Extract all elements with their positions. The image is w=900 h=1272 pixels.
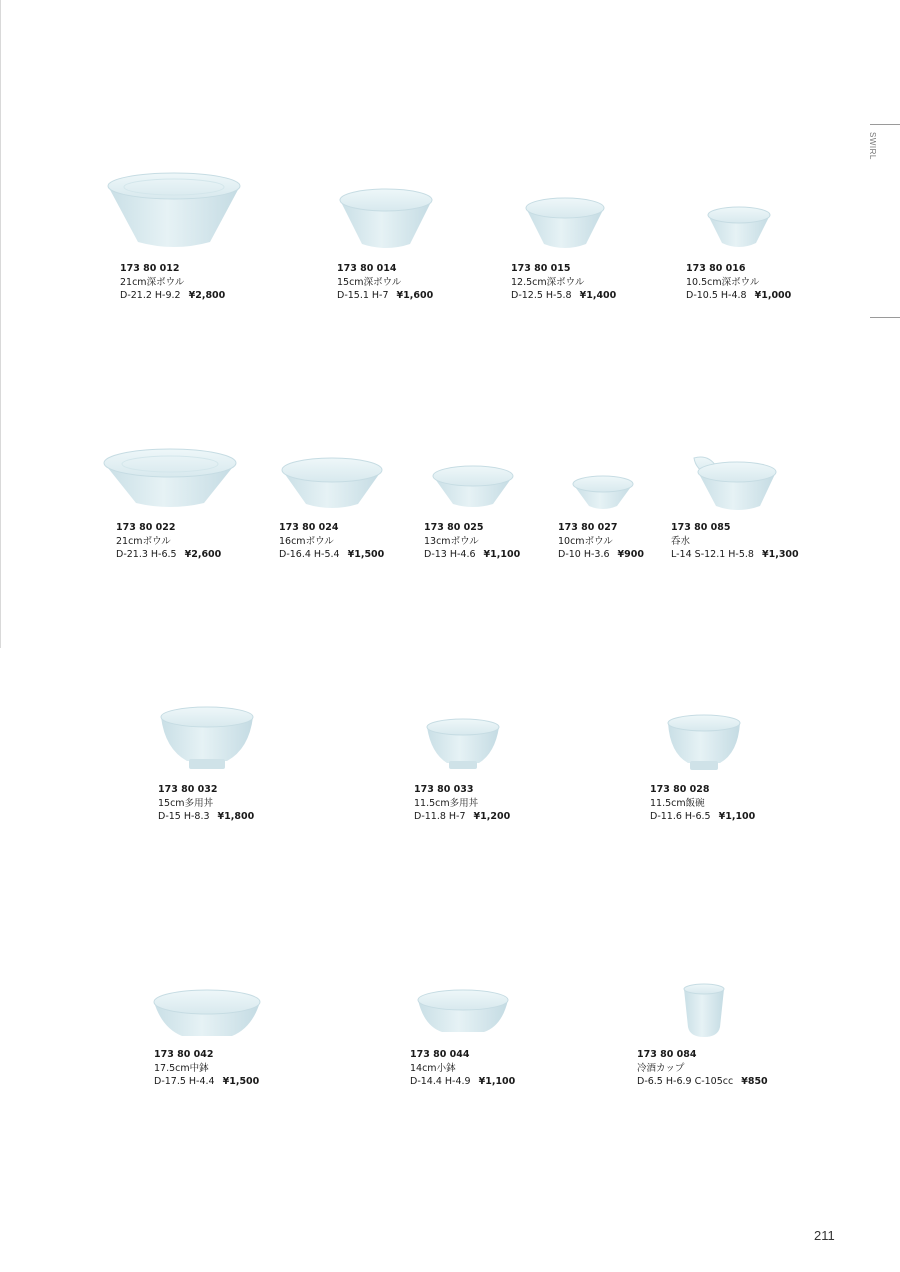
product-spec: D-17.5 H-4.4	[154, 1076, 215, 1087]
product-info	[410, 1048, 515, 1089]
product-info	[637, 1048, 768, 1089]
product-info	[558, 521, 644, 562]
product-image-bowl-16	[280, 456, 384, 512]
product-code: 173 80 044	[410, 1049, 470, 1060]
product-info	[511, 262, 616, 303]
product-image-torisui	[690, 452, 780, 514]
product-code: 173 80 014	[337, 263, 397, 274]
product-image-sake-cup	[682, 983, 726, 1041]
product-image-donburi-11-5	[425, 717, 501, 773]
product-image-chubachi	[152, 988, 262, 1042]
product-image-bowl-13	[431, 464, 515, 510]
product-spec: D-11.8 H-7	[414, 811, 466, 822]
product-spec: D-10.5 H-4.8	[686, 290, 747, 301]
product-image-bowl-10	[571, 474, 635, 512]
product-name: 16cmボウル	[279, 535, 334, 547]
product-spec: D-12.5 H-5.8	[511, 290, 572, 301]
product-price: ¥1,800	[217, 811, 255, 822]
product-price: ¥850	[741, 1076, 768, 1087]
product-spec: D-6.5 H-6.9 C-105cc	[637, 1076, 734, 1087]
product-info	[671, 521, 799, 562]
product-code: 173 80 025	[424, 522, 484, 533]
product-code: 173 80 042	[154, 1049, 214, 1060]
product-spec: D-13 H-4.6	[424, 549, 476, 560]
product-code: 173 80 032	[158, 784, 218, 795]
section-divider-bottom	[870, 317, 900, 318]
product-code: 173 80 028	[650, 784, 710, 795]
product-name: 21cmボウル	[116, 535, 171, 547]
product-info	[337, 262, 433, 303]
product-name: 11.5cm多用丼	[414, 797, 479, 809]
product-image-bowl-21	[102, 447, 238, 511]
product-name: 12.5cm深ボウル	[511, 276, 585, 288]
product-name: 10.5cm深ボウル	[686, 276, 760, 288]
product-code: 173 80 085	[671, 522, 731, 533]
product-spec: D-16.4 H-5.4	[279, 549, 340, 560]
product-code: 173 80 012	[120, 263, 180, 274]
product-price: ¥1,500	[222, 1076, 260, 1087]
product-spec: D-15.1 H-7	[337, 290, 389, 301]
section-divider-top	[870, 124, 900, 125]
product-info	[120, 262, 225, 303]
product-spec: D-14.4 H-4.9	[410, 1076, 471, 1087]
product-code: 173 80 027	[558, 522, 618, 533]
product-name: 冷酒カップ	[637, 1062, 685, 1074]
product-code: 173 80 084	[637, 1049, 697, 1060]
product-price: ¥1,000	[754, 290, 792, 301]
product-image-deep-bowl-10-5	[706, 205, 772, 249]
product-name: 10cmボウル	[558, 535, 613, 547]
product-name: 15cm深ボウル	[337, 276, 402, 288]
product-image-deep-bowl-21	[106, 172, 242, 250]
product-price: ¥2,800	[188, 290, 226, 301]
product-price: ¥1,500	[347, 549, 385, 560]
product-price: ¥1,200	[473, 811, 511, 822]
product-code: 173 80 015	[511, 263, 571, 274]
product-price: ¥2,600	[184, 549, 222, 560]
product-spec: D-21.3 H-6.5	[116, 549, 177, 560]
product-price: ¥1,600	[396, 290, 434, 301]
product-price: ¥1,100	[478, 1076, 516, 1087]
product-price: ¥1,400	[579, 290, 617, 301]
page-number: 211	[814, 1228, 835, 1243]
product-info	[650, 783, 755, 824]
product-info	[116, 521, 221, 562]
product-name: 14cm小鉢	[410, 1062, 456, 1074]
product-image-deep-bowl-12-5	[524, 196, 606, 250]
product-name: 呑水	[671, 535, 691, 547]
product-price: ¥900	[617, 549, 644, 560]
product-image-kobachi	[416, 988, 510, 1038]
product-price: ¥1,100	[483, 549, 521, 560]
product-spec: D-10 H-3.6	[558, 549, 610, 560]
product-price: ¥1,100	[718, 811, 756, 822]
product-spec: D-15 H-8.3	[158, 811, 210, 822]
product-spec: L-14 S-12.1 H-5.8	[671, 549, 754, 560]
product-name: 11.5cm飯碗	[650, 797, 705, 809]
product-image-deep-bowl-15	[338, 186, 434, 250]
product-spec: D-21.2 H-9.2	[120, 290, 181, 301]
product-price: ¥1,300	[761, 549, 799, 560]
product-code: 173 80 033	[414, 784, 474, 795]
product-info	[414, 783, 510, 824]
product-name: 13cmボウル	[424, 535, 479, 547]
product-image-donburi-15	[159, 705, 255, 773]
product-spec: D-11.6 H-6.5	[650, 811, 711, 822]
product-info	[686, 262, 791, 303]
product-code: 173 80 022	[116, 522, 176, 533]
product-info	[154, 1048, 259, 1089]
product-code: 173 80 024	[279, 522, 339, 533]
product-image-rice-bowl	[666, 713, 742, 773]
product-info	[279, 521, 384, 562]
product-info	[424, 521, 520, 562]
product-name: 21cm深ボウル	[120, 276, 185, 288]
left-margin-rule	[0, 0, 1, 648]
product-code: 173 80 016	[686, 263, 746, 274]
product-name: 17.5cm中鉢	[154, 1062, 209, 1074]
product-name: 15cm多用丼	[158, 797, 214, 809]
section-label: SWIRL	[868, 132, 877, 160]
product-info	[158, 783, 254, 824]
